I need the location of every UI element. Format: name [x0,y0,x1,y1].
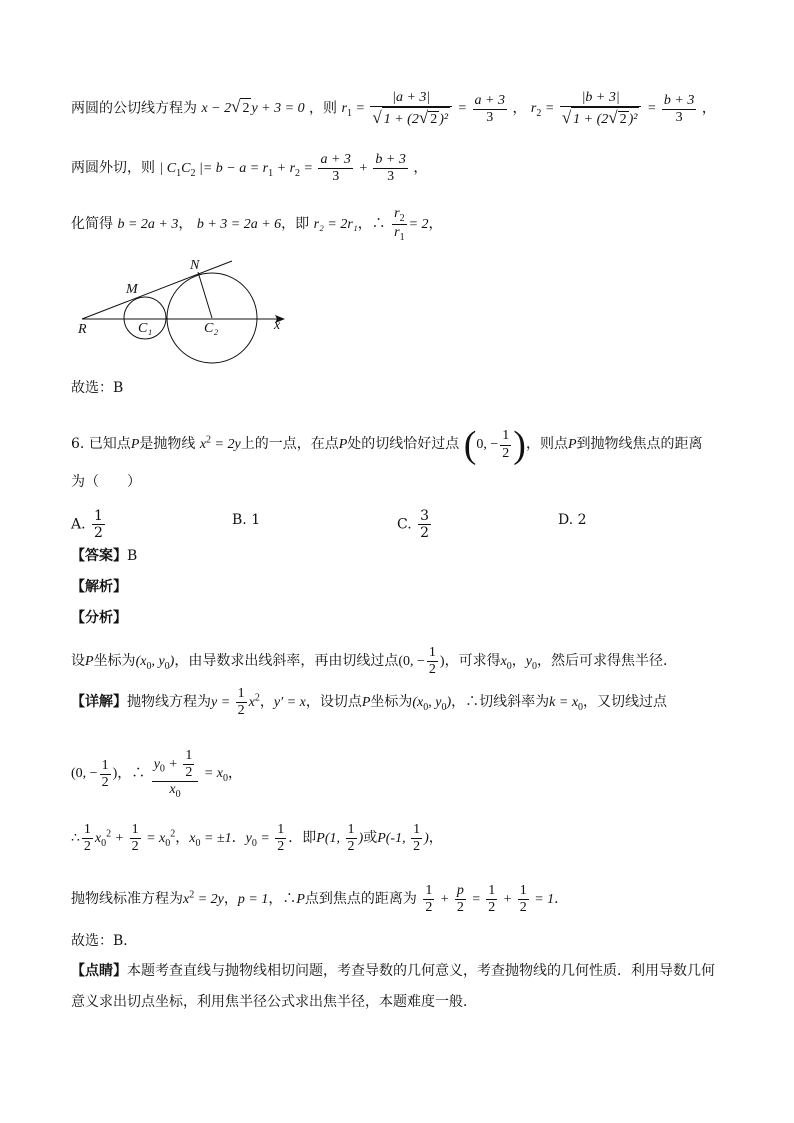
equation: r₂ = 2r₁ [313,217,358,233]
text: 化简得 [71,216,113,233]
detail-line-1: 【详解】抛物线方程为y = $\frac{1}{2}$ $x^2$，y′ = x，设切点P坐标为($x_0$, $y_0$)，∴切线斜率为$k = x_0$，又切线过点 [71,686,668,719]
text: ， [178,216,193,233]
analysis-tag: 【解析】 [71,579,127,595]
detail-line-2: (0, − $\frac{1}{2}$ )，∴ $y_0$ + $\frac{1}{2}$ $x_0$ = $x_0$， [71,748,243,800]
text: ，∴ [357,216,386,233]
parabola-eq: $x^2 = 2y$ [199,434,241,453]
label-m: M [126,282,138,297]
fenxi-tag: 【分析】 [71,610,127,626]
answer-line [71,546,137,566]
text: ， [701,100,716,117]
text: ，即 [281,216,310,233]
option-b[interactable]: B. 1 [232,512,261,528]
answer-value: B [127,548,138,564]
ratio-formula: $\frac{r_2}{r_1}$ = 2 [394,206,429,244]
text: 处的切线恰好过点 [347,436,460,453]
option-c-value: $\frac{3}{2}$ [420,508,430,542]
text: ， [428,216,443,233]
r1-formula: $r_1$ = $\frac{|a + 3|}{\text{√ 1 + (2√ 2 )²}}$ = $\frac{a + 3}{3}$ [341,90,505,128]
label-c1: C₁ [138,321,153,336]
r2-formula: $r_2$ = $\frac{|b + 3|}{\text{√ 1 + (2√ 2 )²}}$ = $\frac{b + 3}{3}$ [530,90,695,128]
detail-line-3: ∴ $\frac{1}{2}$ $x_0^2$ + $\frac{1}{2}$ = $x_0^2$，$x_0 = \pm 1$．$y_0$ = $\frac{1}{2}$ ．即P(1, $\frac{1}{2}$ )或P(-1, $\frac{1}{2}$ )， [71,822,443,855]
answer-choice-1: 故选：B [71,380,124,396]
text: 是抛物线 [139,436,196,453]
line-simplify [71,206,443,244]
option-c[interactable]: C. $\frac{3}{2}$ [397,508,430,542]
question-6-cont: 为（ ） [71,474,141,490]
text: ， [512,100,527,117]
question-6 [71,426,703,464]
line-common-tangent [71,90,716,128]
fenxi-text: 设P坐标为($x_0$, $y_0$)，由导数求出线斜率，再由切线过点(0, − $\frac{1}{2}$ )，可求得$x_0$，$y_0$，然后可求得焦半径． [71,645,678,678]
text: ，则点 [525,436,568,453]
line-external-tangency [71,152,427,185]
text: 到抛物线焦点的距离 [576,436,703,453]
var: P [338,437,348,453]
detail-line-4: 抛物线标准方程为$x^2 = 2y$，p = 1，∴P点到焦点的距离为 $\frac{1}{2}$ + $\frac{p}{2}$ = $\frac{1}{2}$ + $\frac{1}{2}$ = 1． [71,883,569,916]
text: ，则 [309,100,338,117]
text: 两圆的公切线方程为 [71,100,197,117]
question-number: 6. [71,436,89,453]
label-n: N [190,258,200,273]
comment-line-2: 意义求出切点坐标，利用焦半径公式求出焦半径，本题难度一般． [71,994,477,1010]
label-c2: C₂ [204,321,219,336]
radius-c2n [198,272,212,318]
distance-equation: | $C_1C_2$ |= $b - a = r_1 + r_2$ = $\frac{a + 3}{3}$ + $\frac{b + 3}{3}$ [159,152,406,185]
answer-tag: 【答案】 [71,548,127,564]
equation: b = 2a + 3 [117,217,179,233]
tangent-circles-figure [70,250,300,370]
text: 两圆外切，则 [71,159,155,176]
text: ， [413,159,428,176]
point-coord: (0, − $\frac{1}{2}$ ) [463,424,526,466]
var: P [130,437,140,453]
equation: b + 3 = 2a + 6 [196,217,282,233]
option-a[interactable]: A. $\frac{1}{2}$ [71,508,103,542]
answer-choice-2: 故选：B． [71,933,138,949]
var: P [567,437,577,453]
label-x: x [274,318,281,333]
text: 上的一点，在点 [240,436,339,453]
option-d[interactable]: D. 2 [558,512,587,528]
comment-line-1: 【点睛】本题考查直线与抛物线相切问题，考查导数的几何意义，考查抛物线的几何性质．利用导数几何 [71,963,715,979]
text: 已知点 [88,436,131,453]
label-r: R [78,322,87,337]
tangent-equation: x − 2√ 2 y + 3 = 0 [201,101,304,116]
option-a-value: $\frac{1}{2}$ [94,508,103,542]
